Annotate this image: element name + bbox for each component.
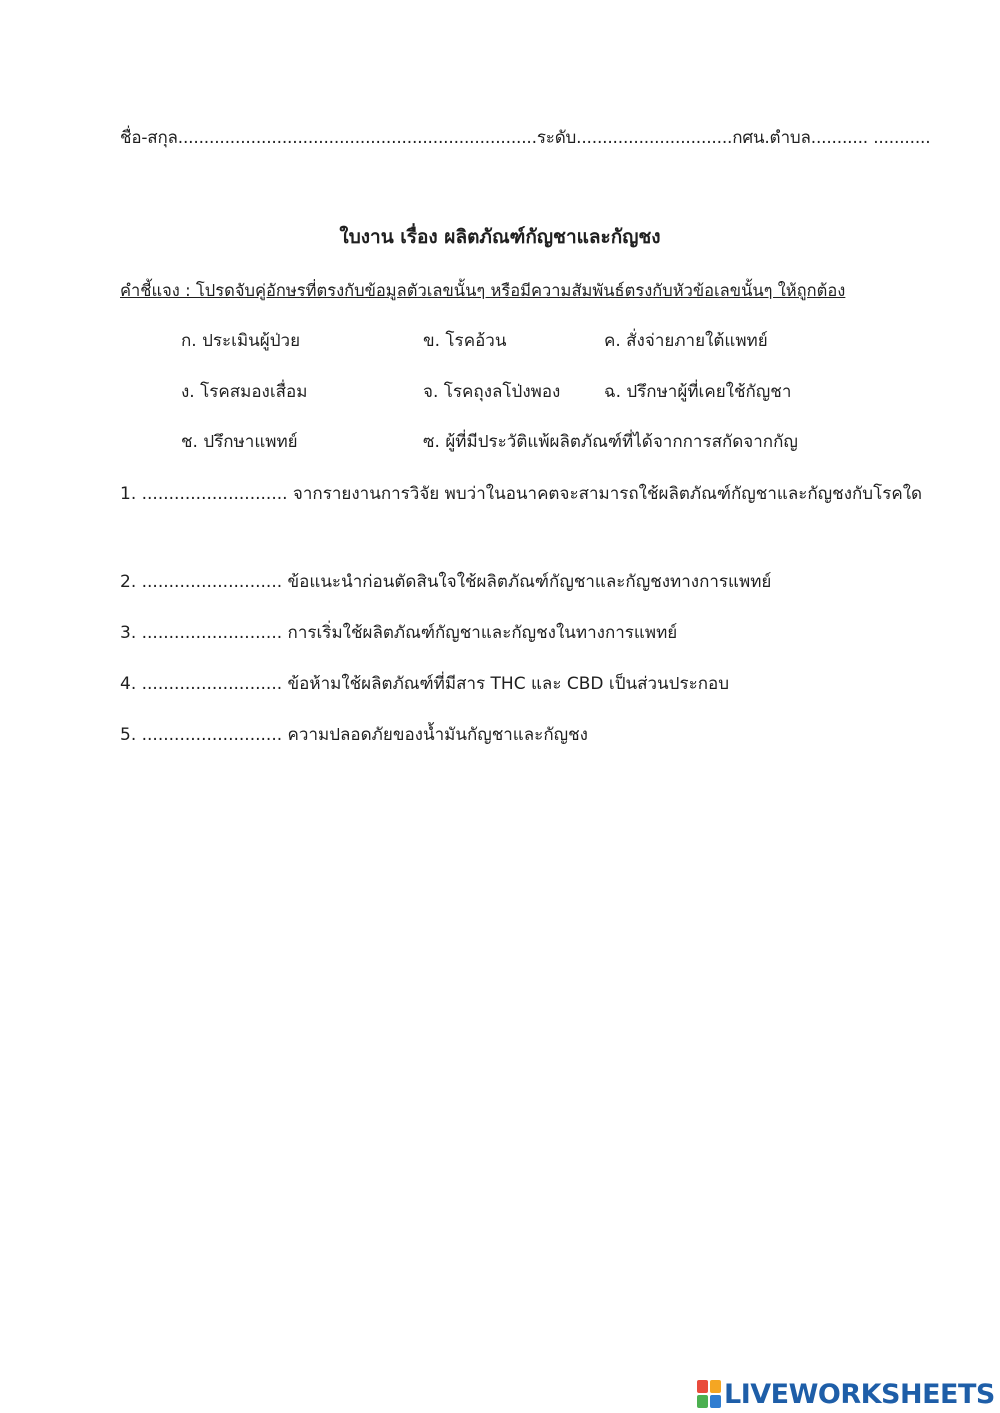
- choice-cho-ching: ฉ. ปรึกษาผู้ที่เคยใช้กัญชา: [604, 382, 792, 402]
- choice-ko: ก. ประเมินผู้ป่วย: [181, 331, 301, 351]
- logo-icon-tile: [697, 1380, 708, 1393]
- worksheet-title: ใบงาน เรื่อง ผลิตภัณฑ์กัญชาและกัญชง: [339, 226, 661, 248]
- student-info-line: ชื่อ-สกุล.....................................................................ระดับ..............................กศน.ตำบล........... ...........: [120, 128, 931, 148]
- logo-icon-tile: [697, 1395, 708, 1408]
- question-4: 4. .......................... ข้อห้ามใช้ผลิตภัณฑ์ที่มีสาร THC และ CBD เป็นส่วนประกอบ: [120, 674, 730, 694]
- choice-cho-chang: ช. ปรึกษาแพทย์: [181, 432, 298, 452]
- liveworksheets-logo[interactable]: [697, 1377, 995, 1411]
- question-1: 1. ........................... จากรายงานการวิจัย พบว่าในอนาคตจะสามารถใช้ผลิตภัณฑ์กัญชาและกัญชงกับโรคใด: [120, 484, 923, 504]
- logo-icon-tile: [710, 1380, 721, 1393]
- question-3: 3. .......................... การเริ่มใช้ผลิตภัณฑ์กัญชาและกัญชงในทางการแพทย์: [120, 623, 678, 643]
- question-5: 5. .......................... ความปลอดภัยของน้ำมันกัญชาและกัญชง: [120, 725, 588, 745]
- question-2: 2. .......................... ข้อแนะนำก่อนตัดสินใจใช้ผลิตภัณฑ์กัญชาและกัญชงทางการแพทย์: [120, 572, 772, 592]
- logo-icon-tile: [710, 1395, 721, 1408]
- choice-ngo: ง. โรคสมองเสื่อม: [181, 382, 308, 402]
- choice-kho: ข. โรคอ้วน: [423, 331, 507, 351]
- instruction-text: คำชี้แจง : โปรดจับคู่อักษรที่ตรงกับข้อมูลตัวเลขนั้นๆ หรือมีความสัมพันธ์ตรงกับหัวข้อเลขนั้นๆ ให้ถูกต้อง: [120, 281, 846, 300]
- liveworksheets-logo-icon: [697, 1380, 721, 1408]
- liveworksheets-logo-text: LIVEWORKSHEETS: [724, 1378, 995, 1410]
- choice-so: ซ. ผู้ที่มีประวัติแพ้ผลิตภัณฑ์ที่ได้จากการสกัดจากกัญ: [423, 432, 798, 452]
- choice-kho-khwai: ค. สั่งจ่ายภายใต้แพทย์: [604, 331, 768, 351]
- choice-cho-chan: จ. โรคถุงลโป่งพอง: [423, 382, 561, 402]
